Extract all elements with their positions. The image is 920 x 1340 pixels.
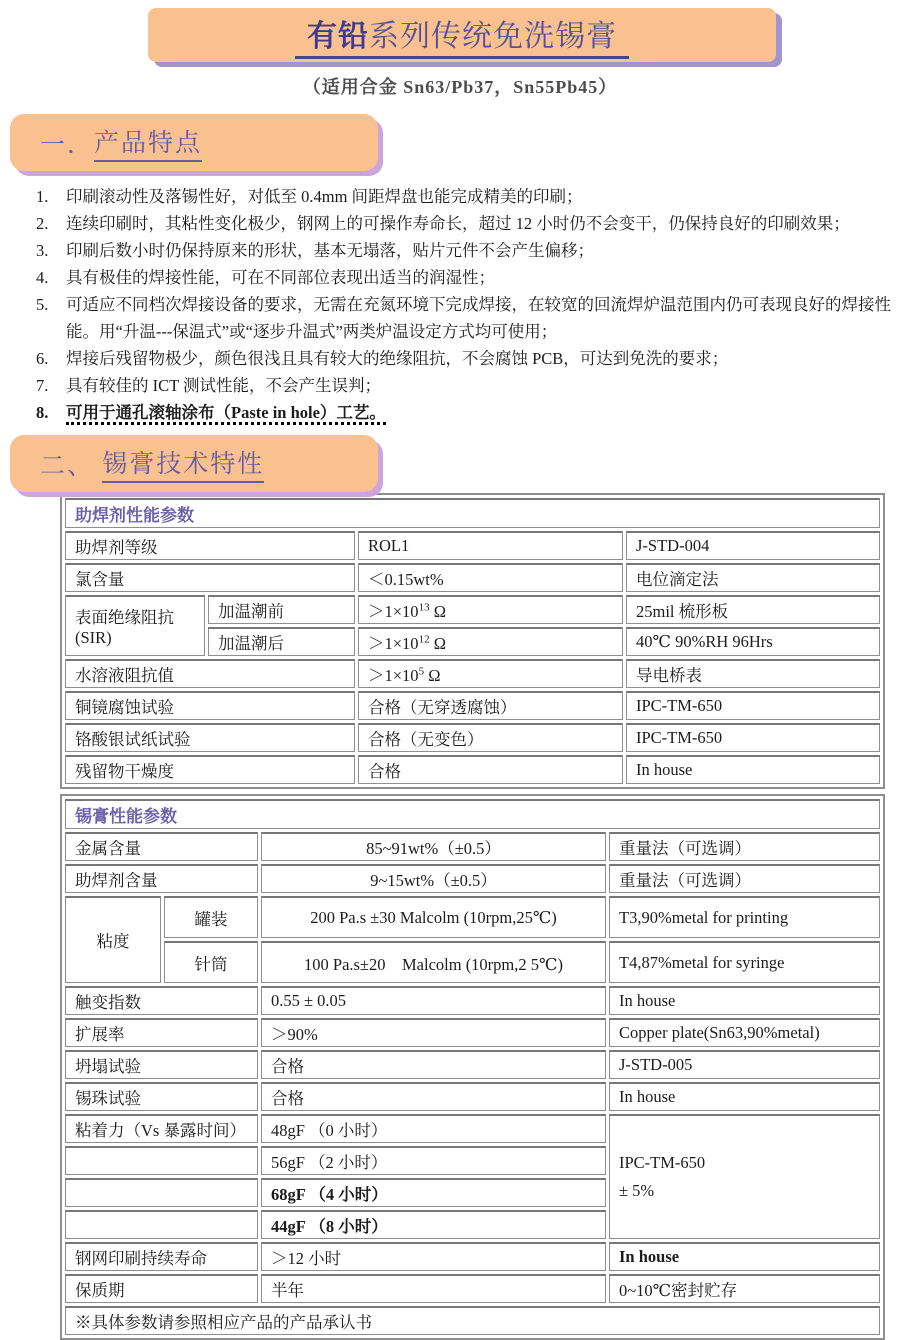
value-exponent: 5: [418, 665, 425, 678]
list-item: [36, 237, 914, 264]
item-number: 2.: [36, 214, 49, 233]
item-number: 7.: [36, 376, 49, 395]
section1-banner: [10, 114, 378, 171]
title-banner: [148, 8, 776, 62]
value-cell: 0.55 ± 0.05: [261, 986, 606, 1015]
param-cell: 金属含量: [65, 832, 258, 861]
method-cell: J-STD-004: [626, 531, 880, 560]
table-footnote: ※具体参数请参照相应产品的产品承认书: [65, 1306, 880, 1335]
section2-number: 二、: [40, 452, 95, 480]
value-cell: 44gF （8 小时）: [261, 1210, 606, 1239]
item-text: 具有极佳的焊接性能，可在不同部位表现出适当的润湿性；: [66, 268, 495, 287]
value-cell: 200 Pa.s ±30 Malcolm (10rpm,25℃): [261, 896, 606, 938]
list-item: [36, 291, 914, 345]
list-item: [36, 264, 914, 291]
method-cell: 40℃ 90%RH 96Hrs: [626, 627, 880, 656]
page-title: [295, 11, 629, 59]
item-text: 具有较佳的 ICT 测试性能，不会产生误判；: [66, 376, 382, 395]
param-cell-empty: [65, 1146, 258, 1175]
value-unit: Ω: [424, 666, 441, 685]
item-text: 可适应不同档次焊接设备的要求，无需在充氮环境下完成焊接，在较宽的回流焊炉温范围内仍可表现良好的焊接性能。用“升温---保温式”或“逐步升温式”两类炉温设定方式均可使用；: [66, 295, 891, 341]
value-unit: Ω: [429, 634, 446, 653]
section1-number: 一．: [40, 131, 95, 159]
value-cell: 合格: [261, 1050, 606, 1079]
method-cell: In house: [626, 755, 880, 784]
section2-title: 锡膏技术特性: [102, 444, 264, 483]
param-cell: 扩展率: [65, 1018, 258, 1047]
paste-params-table: [60, 794, 885, 1340]
item-text: 焊接后残留物极少，颜色很浅且具有较大的绝缘阻抗，不会腐蚀 PCB，可达到免洗的要求；: [66, 349, 729, 368]
list-item: [36, 183, 914, 210]
flux-params-table: [60, 493, 885, 789]
method-cell: 0~10℃密封贮存: [609, 1274, 880, 1303]
method-cell: In house: [609, 986, 880, 1015]
feature-list: [36, 183, 914, 426]
method-cell: 电位滴定法: [626, 563, 880, 592]
value-cell: ＞12 小时: [261, 1242, 606, 1271]
item-text: [66, 399, 914, 426]
param-cell: 铜镜腐蚀试验: [65, 691, 355, 720]
subparam-cell: 加温潮前: [208, 595, 355, 624]
value-cell: [358, 595, 623, 624]
value-cell: ＜0.15wt%: [358, 563, 623, 592]
item-number: 4.: [36, 268, 49, 287]
list-item: [36, 372, 914, 399]
param-cell: 水溶液阻抗值: [65, 659, 355, 688]
method-cell: T4,87%metal for syringe: [609, 941, 880, 983]
subparam-cell: 加温潮后: [208, 627, 355, 656]
param-cell: 触变指数: [65, 986, 258, 1015]
value-cell: 85~91wt%（±0.5）: [261, 832, 606, 861]
spec-tables: [60, 493, 866, 1340]
param-cell: 残留物干燥度: [65, 755, 355, 784]
list-item-highlighted: [36, 399, 914, 426]
method-line1: IPC-TM-650: [619, 1152, 706, 1172]
method-cell: IPC-TM-650: [626, 691, 880, 720]
value-cell: 9~15wt%（±0.5）: [261, 864, 606, 893]
param-cell: 助焊剂含量: [65, 864, 258, 893]
item-number: 6.: [36, 349, 49, 368]
page-title-rest: 系列传统免洗锡膏: [369, 20, 617, 53]
item-number: 8.: [36, 403, 49, 422]
param-cell: 坍塌试验: [65, 1050, 258, 1079]
param-cell: 氯含量: [65, 563, 355, 592]
item-text: 印刷后数小时仍保持原来的形状，基本无塌落，贴片元件不会产生偏移；: [66, 241, 594, 260]
method-line2: ± 5%: [619, 1181, 655, 1200]
page-title-lead: 有铅: [307, 20, 369, 53]
method-cell: In house: [609, 1242, 880, 1271]
subparam-cell: 针筒: [164, 941, 258, 983]
value-cell: ROL1: [358, 531, 623, 560]
param-cell-sir: 表面绝缘阻抗 (SIR): [65, 595, 205, 656]
item-text: 连续印刷时，其粘性变化极少，钢网上的可操作寿命长，超过 12 小时仍不会变干，仍保持良好的印刷效果；: [66, 214, 850, 233]
param-cell-viscosity: 粘度: [65, 896, 161, 983]
value-cell: 56gF （2 小时）: [261, 1146, 606, 1175]
param-cell-empty: [65, 1210, 258, 1239]
method-cell: Copper plate(Sn63,90%metal): [609, 1018, 880, 1047]
item-text: 印刷滚动性及落锡性好，对低至 0.4mm 间距焊盘也能完成精美的印刷；: [66, 187, 583, 206]
section1-title: 产品特点: [94, 123, 202, 162]
method-cell: J-STD-005: [609, 1050, 880, 1079]
value-cell: 合格: [261, 1082, 606, 1111]
value-cell: [358, 659, 623, 688]
method-cell: 25mil 梳形板: [626, 595, 880, 624]
value-cell: 48gF （0 小时）: [261, 1114, 606, 1143]
subparam-cell: 罐装: [164, 896, 258, 938]
param-cell-empty: [65, 1178, 258, 1207]
param-cell: 助焊剂等级: [65, 531, 355, 560]
value-base: ＞1×10: [368, 634, 419, 653]
value-cell: 半年: [261, 1274, 606, 1303]
table-section-header: 助焊剂性能参数: [65, 498, 880, 528]
method-cell: In house: [609, 1082, 880, 1111]
item-number: 3.: [36, 241, 49, 260]
value-cell: 合格（无变色）: [358, 723, 623, 752]
value-exponent: 12: [418, 633, 430, 646]
page-subtitle: （适用合金 Sn63/Pb37，Sn55Pb45）: [302, 77, 618, 97]
method-cell: 重量法（可选调）: [609, 864, 880, 893]
param-cell: 粘着力（Vs 暴露时间）: [65, 1114, 258, 1143]
value-cell: [358, 627, 623, 656]
value-cell: 合格: [358, 755, 623, 784]
value-base: ＞1×10: [368, 666, 419, 685]
value-unit: Ω: [429, 602, 446, 621]
param-cell: 钢网印刷持续寿命: [65, 1242, 258, 1271]
param-cell: 铬酸银试纸试验: [65, 723, 355, 752]
list-item: [36, 345, 914, 372]
method-cell: 重量法（可选调）: [609, 832, 880, 861]
value-cell: 合格（无穿透腐蚀）: [358, 691, 623, 720]
method-cell: 导电桥表: [626, 659, 880, 688]
value-base: ＞1×10: [368, 602, 419, 621]
section2-banner: [10, 435, 378, 492]
param-cell: 锡珠试验: [65, 1082, 258, 1111]
value-cell: 68gF （4 小时）: [261, 1178, 606, 1207]
value-exponent: 13: [418, 601, 430, 614]
table-section-header: 锡膏性能参数: [65, 799, 880, 829]
dotted-underline-text: 可用于通孔滚轴涂布（Paste in hole）工艺。: [66, 403, 386, 425]
list-item: [36, 210, 914, 237]
method-cell-tack: [609, 1114, 880, 1239]
param-cell: 保质期: [65, 1274, 258, 1303]
value-cell: 100 Pa.s±20 Malcolm (10rpm,2 5℃): [261, 941, 606, 983]
method-cell: IPC-TM-650: [626, 723, 880, 752]
method-cell: T3,90%metal for printing: [609, 896, 880, 938]
item-number: 1.: [36, 187, 49, 206]
value-cell: ＞90%: [261, 1018, 606, 1047]
item-number: 5.: [36, 295, 49, 314]
